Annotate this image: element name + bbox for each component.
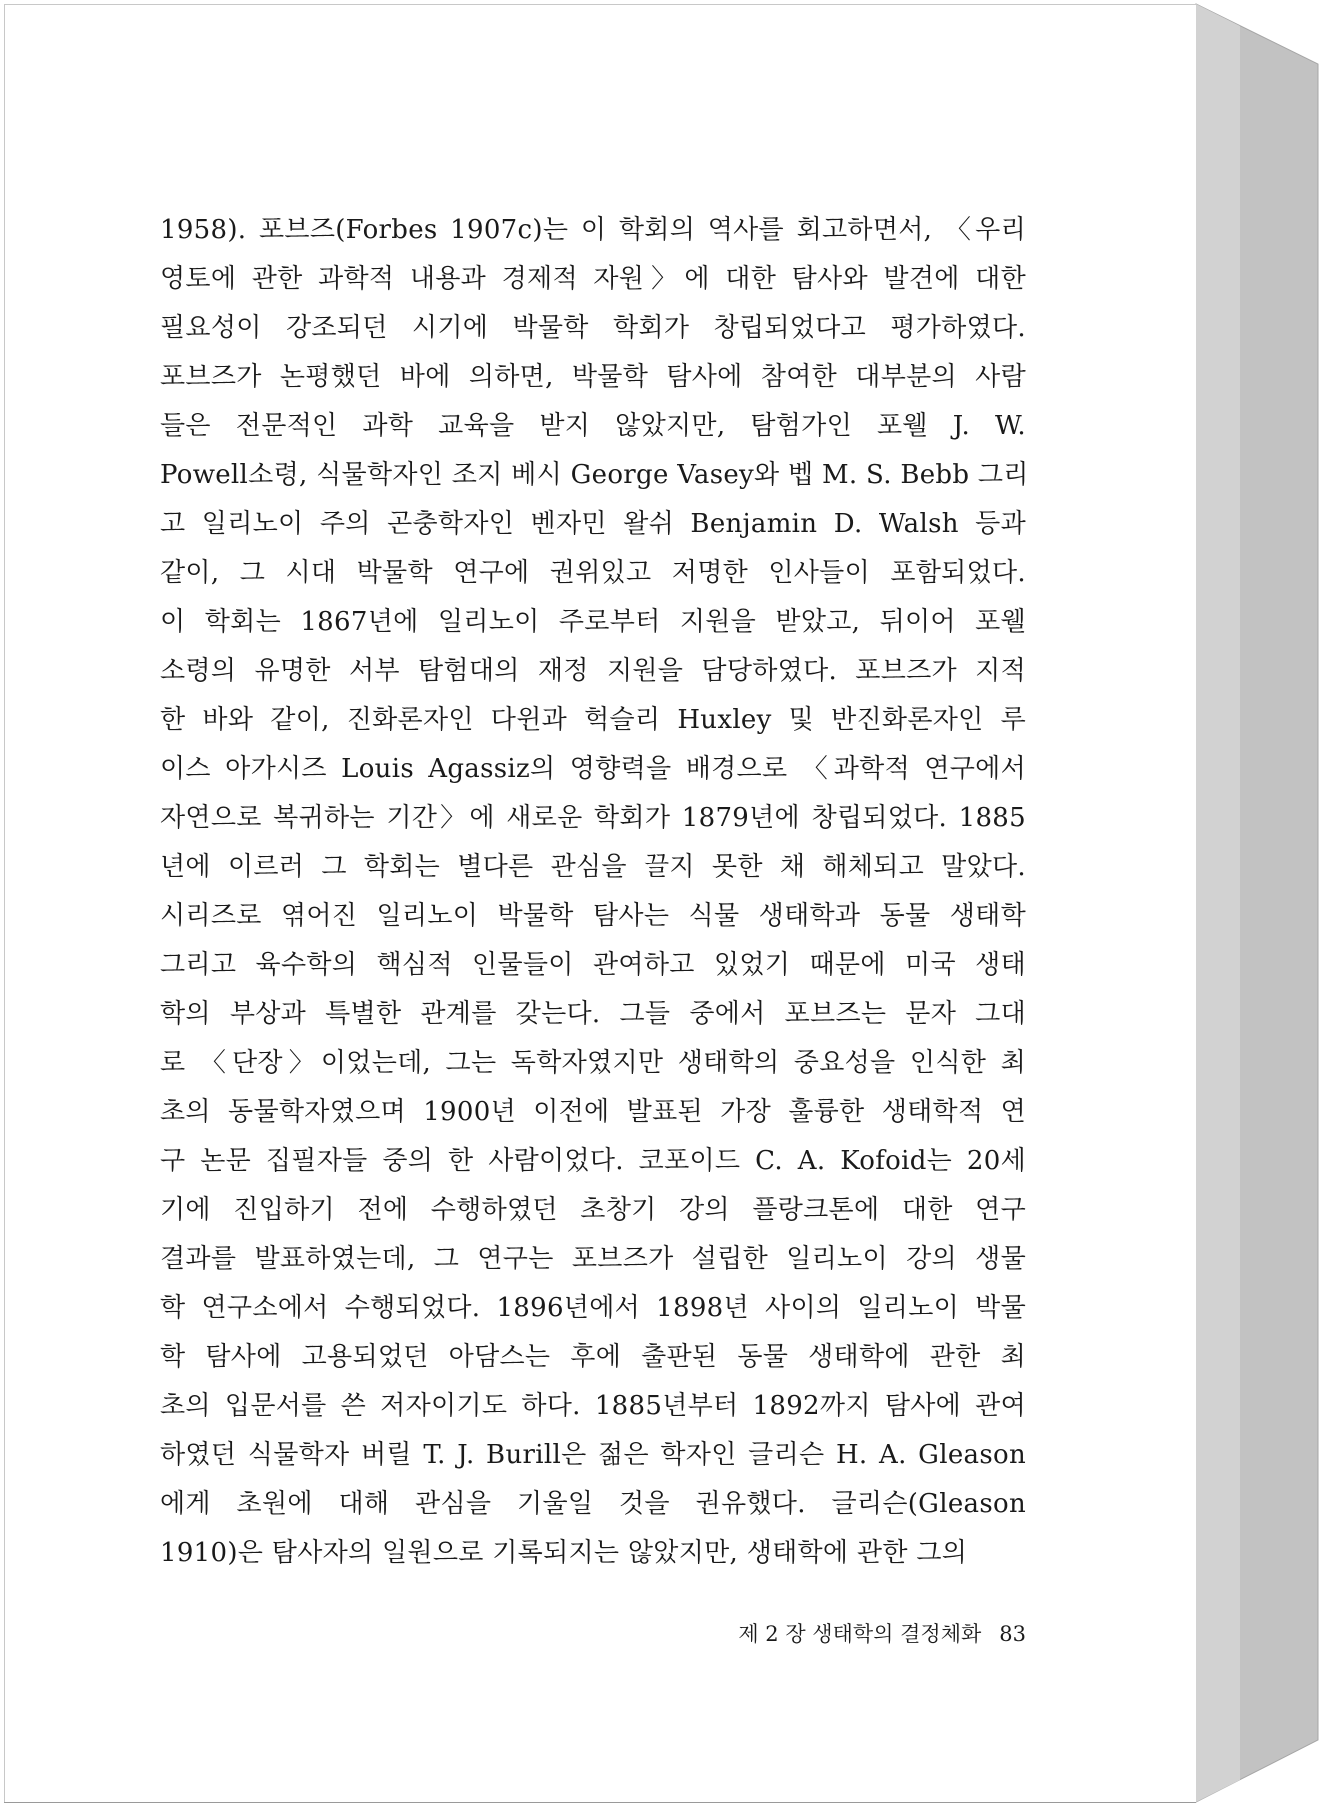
text-line: 소령의 유명한 서부 탐험대의 재정 지원을 담당하였다. 포브즈가 지적 bbox=[160, 656, 1026, 686]
text-line: 결과를 발표하였는데, 그 연구는 포브즈가 설립한 일리노이 강의 생물 bbox=[160, 1244, 1026, 1274]
body-text bbox=[160, 206, 1029, 1578]
text-line: 필요성이 강조되던 시기에 박물학 학회가 창립되었다고 평가하였다. bbox=[160, 313, 1026, 343]
text-line: 1958). 포브즈(Forbes 1907c)는 이 학회의 역사를 회고하면서, 〈우리 bbox=[160, 215, 1026, 245]
text-line: 포브즈가 논평했던 바에 의하면, 박물학 탐사에 참여한 대부분의 사람 bbox=[160, 362, 1026, 392]
text-line: 들은 전문적인 과학 교육을 받지 않았지만, 탐험가인 포웰 J. W. bbox=[160, 411, 1026, 441]
text-line: 고 일리노이 주의 곤충학자인 벤자민 왈쉬 Benjamin D. Walsh 등과 bbox=[160, 509, 1026, 539]
text-line: 영토에 관한 과학적 내용과 경제적 자원〉에 대한 탐사와 발견에 대한 bbox=[160, 264, 1026, 294]
text-line: 자연으로 복귀하는 기간〉에 새로운 학회가 1879년에 창립되었다. 1885 bbox=[160, 803, 1026, 833]
page-edge-shading bbox=[1196, 4, 1240, 1802]
text-line: 1910)은 탐사자의 일원으로 기록되지는 않았지만, 생태학에 관한 그의 bbox=[160, 1538, 968, 1568]
text-line: 학의 부상과 특별한 관계를 갖는다. 그들 중에서 포브즈는 문자 그대 bbox=[160, 999, 1026, 1029]
text-line: 그리고 육수학의 핵심적 인물들이 관여하고 있었기 때문에 미국 생태 bbox=[160, 950, 1026, 980]
page-number: 83 bbox=[999, 1622, 1026, 1646]
text-line: 년에 이르러 그 학회는 별다른 관심을 끌지 못한 채 해체되고 말았다. bbox=[160, 852, 1026, 882]
text-line: 에게 초원에 대해 관심을 기울일 것을 권유했다. 글리슨(Gleason bbox=[160, 1489, 1026, 1519]
text-line: 초의 동물학자였으며 1900년 이전에 발표된 가장 훌륭한 생태학적 연 bbox=[160, 1097, 1026, 1127]
text-line: 한 바와 같이, 진화론자인 다윈과 헉슬리 Huxley 및 반진화론자인 루 bbox=[160, 705, 1026, 735]
text-line: 학 탐사에 고용되었던 아담스는 후에 출판된 동물 생태학에 관한 최 bbox=[160, 1342, 1026, 1372]
text-line: 학 연구소에서 수행되었다. 1896년에서 1898년 사이의 일리노이 박물 bbox=[160, 1293, 1026, 1323]
page-footer bbox=[600, 1618, 1026, 1648]
text-line: 이 학회는 1867년에 일리노이 주로부터 지원을 받았고, 뒤이어 포웰 bbox=[160, 607, 1026, 637]
text-line: 구 논문 집필자들 중의 한 사람이었다. 코포이드 C. A. Kofoid는 20세 bbox=[160, 1146, 1026, 1176]
text-line: 초의 입문서를 쓴 저자이기도 하다. 1885년부터 1892까지 탐사에 관여 bbox=[160, 1391, 1026, 1421]
text-line: Powell소령, 식물학자인 조지 베시 George Vasey와 벱 M. S. Bebb 그리 bbox=[160, 460, 1029, 490]
text-line: 같이, 그 시대 박물학 연구에 권위있고 저명한 인사들이 포함되었다. bbox=[160, 558, 1026, 588]
text-line: 로 〈단장〉이었는데, 그는 독학자였지만 생태학의 중요성을 인식한 최 bbox=[160, 1048, 1026, 1078]
text-line: 기에 진입하기 전에 수행하였던 초창기 강의 플랑크톤에 대한 연구 bbox=[160, 1195, 1026, 1225]
text-line: 시리즈로 엮어진 일리노이 박물학 탐사는 식물 생태학과 동물 생태학 bbox=[160, 901, 1026, 931]
chapter-title: 제 2 장 생태학의 결정체화 bbox=[738, 1622, 982, 1646]
text-line: 하였던 식물학자 버릴 T. J. Burill은 젊은 학자인 글리슨 H. A. Gleason bbox=[160, 1440, 1026, 1470]
text-line: 이스 아가시즈 Louis Agassiz의 영향력을 배경으로 〈과학적 연구에서 bbox=[160, 754, 1026, 784]
